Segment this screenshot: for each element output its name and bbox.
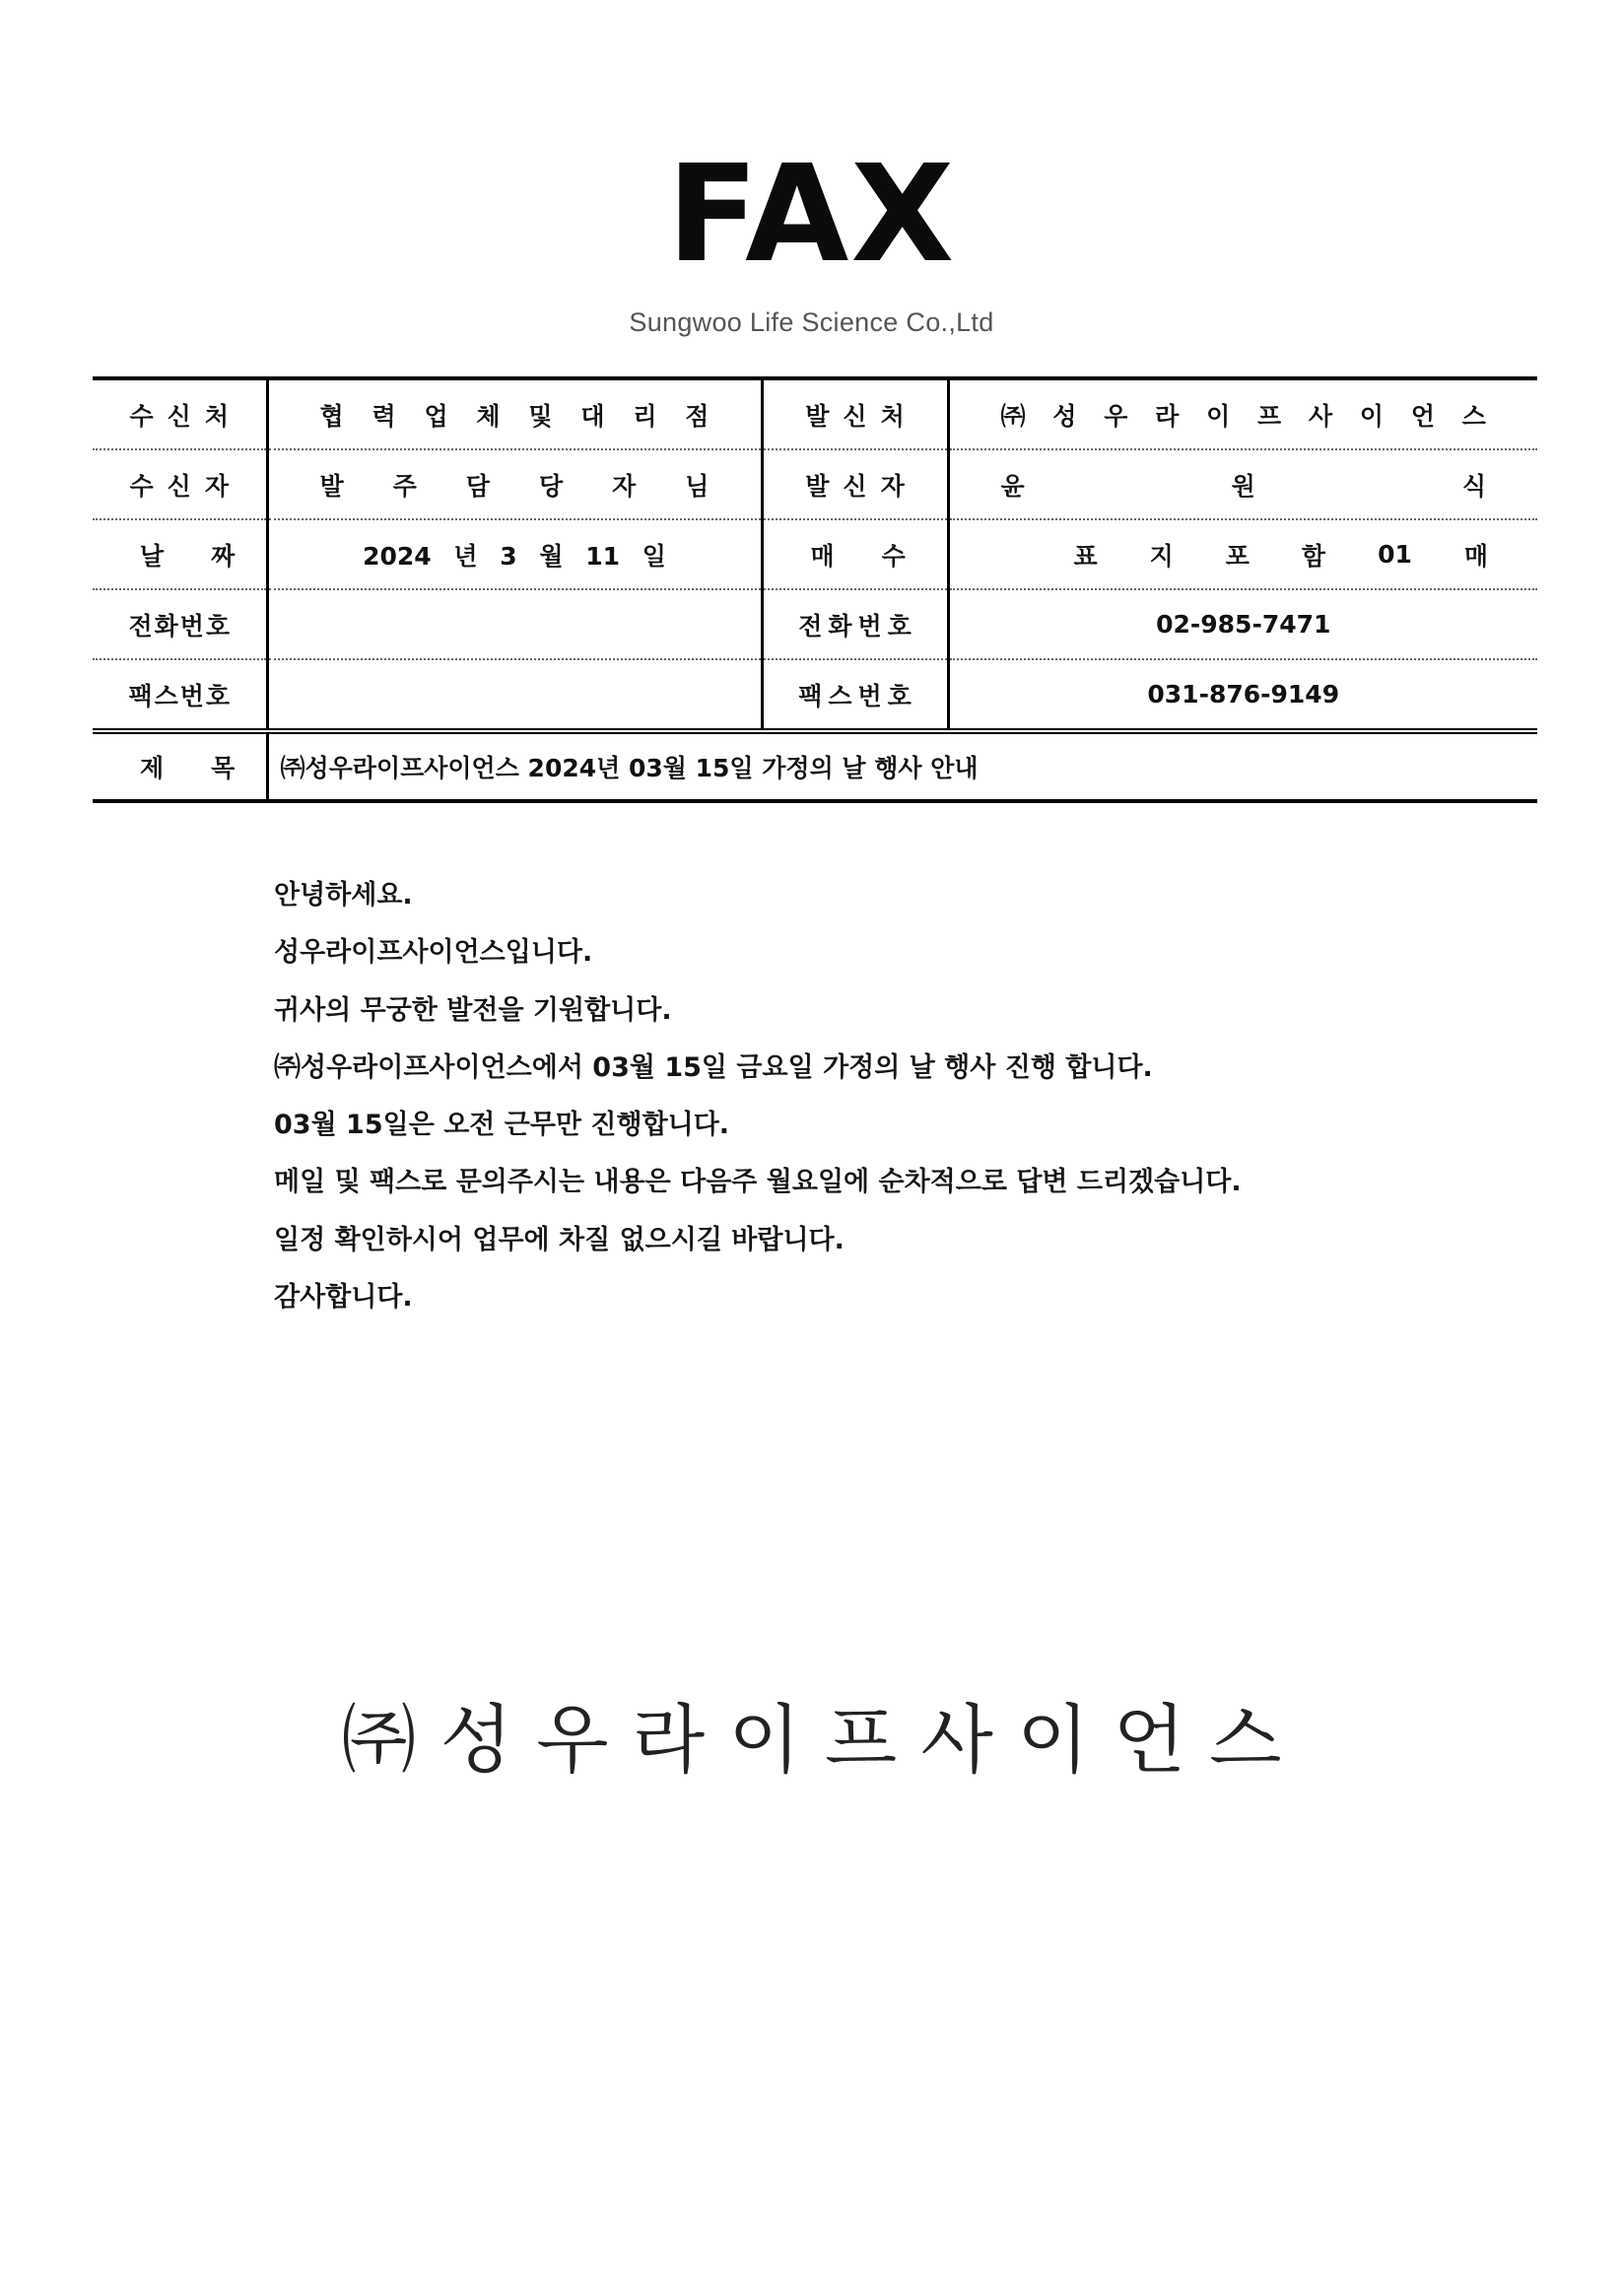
subject-label: 제목 bbox=[93, 731, 267, 801]
spread-char: 대 bbox=[580, 401, 605, 431]
spread-char: 성 bbox=[1052, 401, 1077, 431]
recipient-person-label: 수신자 bbox=[93, 449, 267, 519]
recipient-label: 수신처 bbox=[93, 378, 267, 449]
sender-person-value bbox=[948, 449, 1537, 519]
spread-char: ㈜ bbox=[1000, 401, 1026, 431]
message-line: 메일 및 팩스로 문의주시는 내용은 다음주 월요일에 순차적으로 답변 드리겠습니다. bbox=[274, 1167, 1242, 1198]
spread-char: 주 bbox=[392, 471, 417, 501]
phone-value-left bbox=[267, 589, 762, 659]
sender-value bbox=[948, 378, 1537, 449]
company-english-name: Sungwoo Life Science Co.,Ltd bbox=[629, 307, 994, 337]
spread-text bbox=[1001, 397, 1487, 433]
spread-char: 함 bbox=[1301, 541, 1326, 571]
subject-value: ㈜성우라이프사이언스 2024년 03월 15일 가정의 날 행사 안내 bbox=[267, 731, 1537, 801]
spread-char: 라 bbox=[1155, 401, 1180, 431]
spread-text bbox=[1001, 467, 1487, 503]
fax-value-right: 031-876-9149 bbox=[1147, 680, 1340, 709]
spread-char: 매 bbox=[1463, 541, 1488, 571]
phone-label-right: 전화번호 bbox=[762, 589, 948, 659]
message-line: ㈜성우라이프사이언스에서 03월 15일 금요일 가정의 날 행사 진행 합니다. bbox=[274, 1051, 1153, 1083]
spread-char: 체 bbox=[476, 401, 501, 431]
pages-label: 매수 bbox=[762, 519, 948, 589]
spread-char: 발 bbox=[319, 471, 344, 501]
spread-char: 원 bbox=[1231, 471, 1255, 501]
fax-title: FAX bbox=[666, 137, 957, 293]
table-row bbox=[93, 731, 1537, 801]
fax-header-table bbox=[93, 376, 1537, 803]
message-line: 성우라이프사이언스입니다. bbox=[274, 937, 593, 969]
table-row bbox=[93, 378, 1537, 449]
recipient-value bbox=[267, 378, 762, 449]
spread-char: 포 bbox=[1225, 541, 1250, 571]
spread-char: 점 bbox=[685, 401, 710, 431]
company-signature: ㈜ 성 우 라 이 프 사 이 언 스 bbox=[341, 1696, 1282, 1784]
spread-char: 01 bbox=[1378, 540, 1412, 569]
message-line: 귀사의 무궁한 발전을 기원합니다. bbox=[274, 994, 672, 1026]
message-line: 일정 확인하시어 업무에 차질 없으시길 바랍니다. bbox=[274, 1224, 845, 1255]
spread-char: 스 bbox=[1461, 401, 1486, 431]
spread-char: 윤 bbox=[1000, 471, 1025, 501]
spread-char: 및 bbox=[528, 401, 553, 431]
message-line: 감사합니다. bbox=[274, 1282, 413, 1314]
spread-text bbox=[320, 467, 710, 503]
fax-value-left bbox=[267, 659, 762, 731]
phone-value-right: 02-985-7471 bbox=[948, 589, 1537, 659]
pages-value bbox=[948, 519, 1537, 589]
spread-char: 표 bbox=[1073, 541, 1098, 571]
phone-label-left: 전화번호 bbox=[93, 589, 267, 659]
spread-char: 담 bbox=[465, 471, 490, 501]
message-line: 안녕하세요. bbox=[274, 880, 413, 911]
spread-char: 언 bbox=[1410, 401, 1436, 431]
spread-text bbox=[320, 397, 710, 433]
spread-char: 우 bbox=[1104, 401, 1128, 431]
date-label: 날짜 bbox=[93, 519, 267, 589]
recipient-person-value bbox=[267, 449, 762, 519]
message-body bbox=[274, 867, 1456, 1326]
sender-label: 발신처 bbox=[762, 378, 948, 449]
spread-char: 리 bbox=[633, 401, 657, 431]
spread-char: 이 bbox=[1359, 401, 1385, 431]
spread-char: 사 bbox=[1308, 401, 1333, 431]
spread-char: 프 bbox=[1257, 401, 1282, 431]
spread-char: 님 bbox=[685, 471, 710, 501]
spread-char: 당 bbox=[538, 471, 564, 501]
message-line: 03월 15일은 오전 근무만 진행합니다. bbox=[274, 1110, 730, 1141]
spread-char: 지 bbox=[1149, 541, 1174, 571]
fax-label-left: 팩스번호 bbox=[93, 659, 267, 731]
spread-text bbox=[1074, 537, 1489, 573]
spread-char: 력 bbox=[372, 401, 396, 431]
table-row bbox=[93, 659, 1537, 731]
table-row bbox=[93, 449, 1537, 519]
spread-char: 업 bbox=[424, 401, 448, 431]
spread-char: 이 bbox=[1206, 401, 1231, 431]
fax-label-right: 팩스번호 bbox=[762, 659, 948, 731]
spread-char: 협 bbox=[319, 401, 344, 431]
sender-person-label: 발신자 bbox=[762, 449, 948, 519]
date-value: 2024 년 3 월 11 일 bbox=[267, 519, 762, 589]
spread-char: 식 bbox=[1461, 471, 1486, 501]
spread-char: 자 bbox=[612, 471, 637, 501]
table-row bbox=[93, 519, 1537, 589]
table-row bbox=[93, 589, 1537, 659]
